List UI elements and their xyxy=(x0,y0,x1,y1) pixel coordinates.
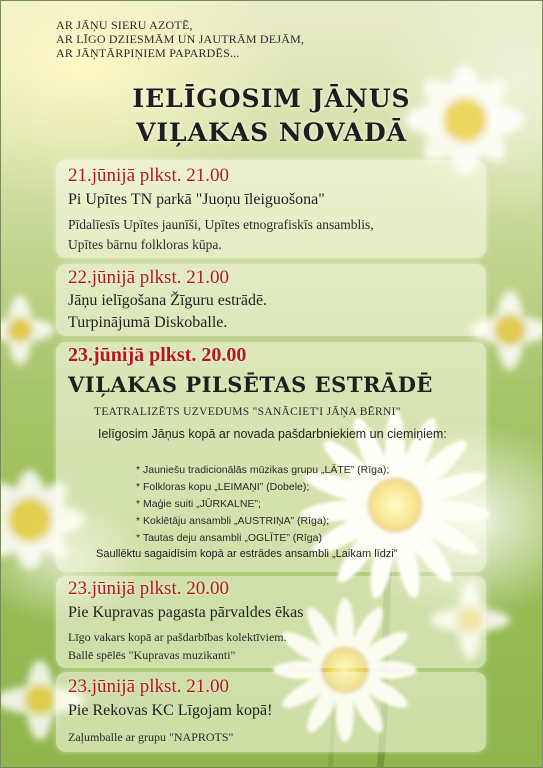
intro-line: AR JĀŅTĀRPIŅIEM PAPARDĒS... xyxy=(56,46,240,60)
intro-line: AR LĪGO DZIESMĀM UN JAUTRĀM DEJĀM, xyxy=(56,32,305,46)
event-1-detail: Upītes bārnu folkloras kūpa. xyxy=(68,237,222,252)
event-5-date: 23.jūnijā plkst. 21.00 xyxy=(68,676,229,697)
event-1-date: 21.jūnijā plkst. 21.00 xyxy=(68,165,229,186)
event-4-place: Pie Kupravas pagasta pārvaldes ēkas xyxy=(68,604,304,621)
event-4-detail: Līgo vakars kopā ar pašdarbības kolektīviem. xyxy=(68,630,287,644)
event-1-detail: Pīdalīesīs Upītes jaunīši, Upītes etnografiskīs ansamblis, xyxy=(68,217,374,232)
headline-line-2: VIĻAKAS NOVADĀ xyxy=(135,118,408,147)
event-3-place: VIĻAKAS PILSĒTAS ESTRĀDĒ xyxy=(68,372,433,397)
event-3-outro: Saullēktu sagaidīsim kopā ar estrādes ansambli „Laikam līdzi” xyxy=(96,548,398,560)
headline-line-1: IELĪGOSIM JĀŅUS xyxy=(132,84,411,113)
list-item: * Tautas deju ansambli „OGLĪTE” (Rīga) xyxy=(136,532,322,544)
list-item: * Koklētāju ansambli „AUSTRIŅA” (Rīga); xyxy=(136,515,330,527)
event-3-intro: Ielīgosim Jāņus kopā ar novada pašdarbniekiem un ciemiņiem: xyxy=(98,427,447,441)
list-item: * Jauniešu tradicionālās mūzikas grupu „LĀTE” (Rīga); xyxy=(136,464,390,476)
intro-line: AR JĀŅU SIERU AZOTĒ, xyxy=(56,18,193,32)
event-2-date: 22.jūnijā plkst. 21.00 xyxy=(68,267,229,288)
event-2-place: Jāņu ielīgošana Žīguru estrādē. xyxy=(68,292,268,309)
event-5-detail: Zaļumballe ar grupu "NAPROTS" xyxy=(68,730,234,744)
intro-text xyxy=(56,18,376,60)
event-4-date: 23.jūnijā plkst. 20.00 xyxy=(68,578,229,599)
event-1-place: Pi Upītes TN parkā "Juoņu īleiguošona" xyxy=(68,191,325,208)
event-5-place: Pie Rekovas KC Līgojam kopā! xyxy=(68,702,273,719)
list-item: * Maģie suiti „JŪRKALNE”; xyxy=(136,498,261,510)
event-3-subtitle: TEATRALIZĒTS UZVEDUMS "SANĀCIET'I JĀŅA BĒRNI" xyxy=(94,406,401,418)
list-item: * Folkloras kopu „LEIMAŅI” (Dobele); xyxy=(136,481,310,493)
event-3-date: 23.jūnijā plkst. 20.00 xyxy=(68,344,247,366)
event-2-detail: Turpinājumā Diskoballe. xyxy=(68,314,228,331)
event-4-detail: Ballē spēlēs "Kupravas muzikanti" xyxy=(68,648,236,662)
event-3-participants-list xyxy=(136,462,389,547)
